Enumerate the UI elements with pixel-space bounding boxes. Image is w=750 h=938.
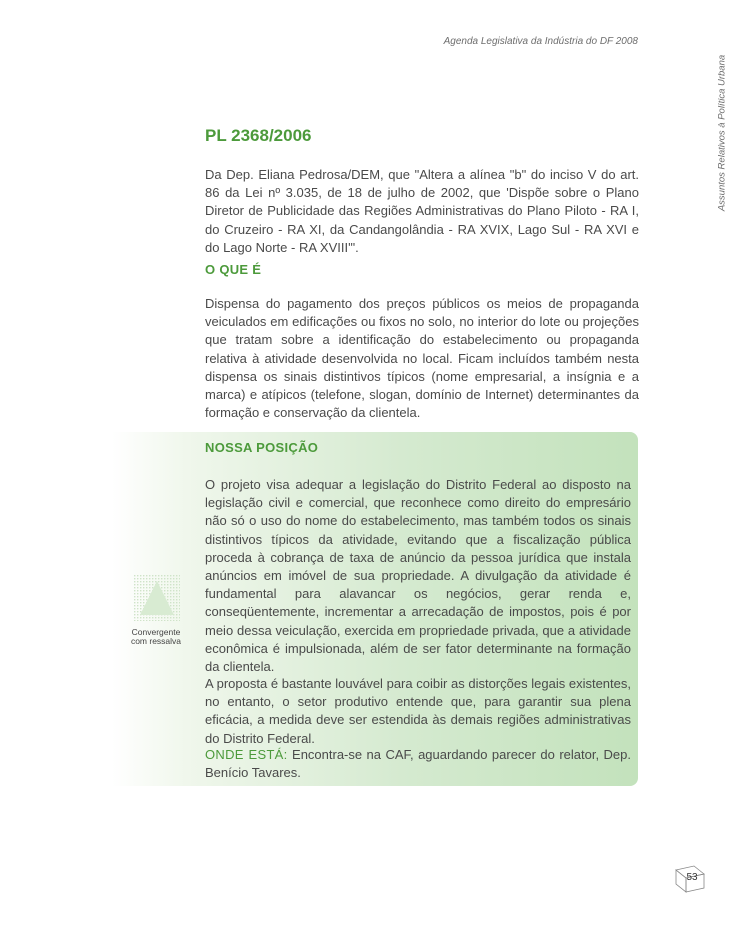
nossa-posicao-heading: NOSSA POSIÇÃO <box>205 440 319 455</box>
o-que-e-heading: O QUE É <box>205 262 262 277</box>
side-section-label-text: Assuntos Relativos à Política Urbana <box>716 54 728 212</box>
onde-esta <box>205 746 631 782</box>
onde-esta-label: ONDE ESTÁ: <box>205 747 288 762</box>
triangle-up-icon <box>134 575 180 621</box>
running-header: Agenda Legislativa da Indústria do DF 2008 <box>443 36 638 47</box>
bill-title: PL 2368/2006 <box>205 126 312 145</box>
position-badge <box>116 573 196 648</box>
o-que-e-text: Dispensa do pagamento dos preços públicos os meios de propaganda veiculados em edificações ou fixos no solo, no interior do lote ou projeções que tratam sobre a identificação do estabelecimento ou propaganda relativa à atividade desenvolvida no local. Ficam incluídos também nesta dispensa os sinais distintivos típicos (nome empresarial, a insígnia e a marca) e atípicos (telefone, slogan, domínio de Internet) determinantes da formação e conservação da clientela. <box>205 296 639 421</box>
position-badge-label <box>116 628 196 646</box>
position-badge-line2: com ressalva <box>130 636 182 646</box>
position-badge-line1: Convergente <box>131 627 181 637</box>
onde-esta-text: Encontra-se na CAF, aguardando parecer do relator, Dep. Benício Tavares. <box>205 747 631 781</box>
nossa-posicao-text: O projeto visa adequar a legislação do Distrito Federal ao disposto na legislação civil e comercial, que reconhece como direito do empresário não só o uso do nome do estabelecimento, mas também todos os sinais distintivos típicos da atividade, evitando que a fiscalização pública proceda à cobrança de taxa de anúncio da pessoa jurídica que instala anúncios em imóvel de sua propriedade. A divulgação da atividade é fundamental para alavancar os negócios, gerar renda e, conseqüentemente, incrementar a arrecadação de impostos, pois é por meio dessa veiculação, exercida em propriedade privada, que a atividade econômica é impulsionada, além de ser fator determinante na formação da clientela. <box>205 477 631 675</box>
side-section-label <box>714 48 730 218</box>
page-number: 53 <box>686 872 698 883</box>
nossa-posicao-text-2: A proposta é bastante louvável para coibir as distorções legais existentes, no entanto, o setor produtivo entende que, para garantir sua plena eficácia, a medida deve ser estendida às demais regiões administrativas do Distrito Federal. <box>205 676 631 746</box>
bill-intro: Da Dep. Eliana Pedrosa/DEM, que "Altera a alínea "b" do inciso V do art. 86 da Lei nº 3.035, de 18 de julho de 2002, que 'Dispõe sobre o Plano Diretor de Publicidade das Regiões Administrativas do Plano Piloto - RA I, do Cruzeiro - RA XI, da Candangolândia - RA XVIX, Lago Sul - RA XVI e do Lago Norte - RA XVIII'". <box>205 167 639 255</box>
